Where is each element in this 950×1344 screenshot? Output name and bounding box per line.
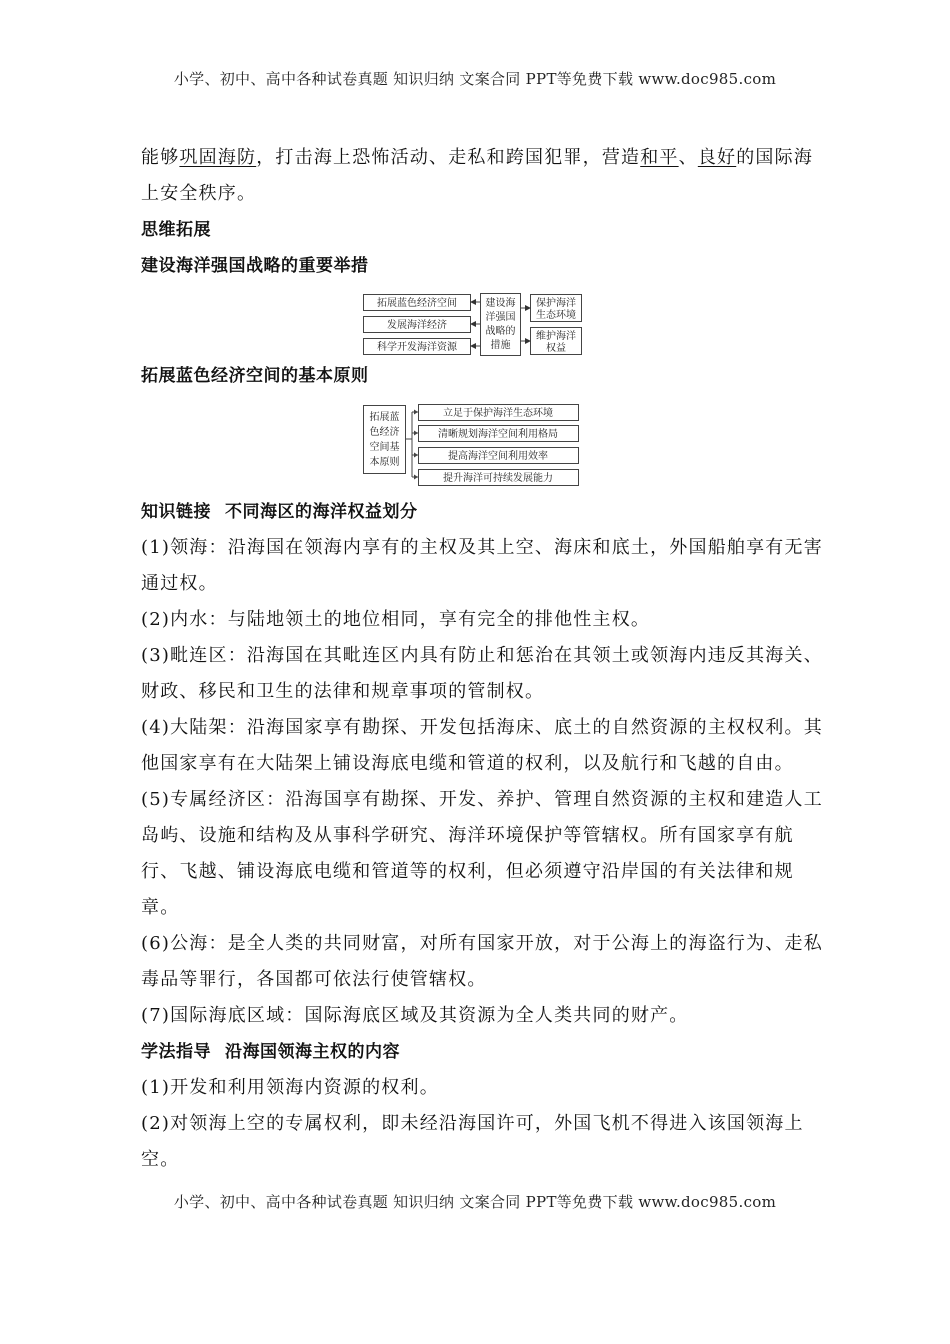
- knowledge-item: (1)领海：沿海国在领海内享有的主权及其上空、海床和底土，外国船舶享有无害通过权。: [141, 537, 823, 594]
- page-footer: 小学、初中、高中各种试卷真题 知识归纳 文案合同 PPT等免费下载 www.doc985.com: [173, 1193, 777, 1211]
- blue-economy-principles-diagram: [363, 404, 583, 488]
- knowledge-item: (6)公海：是全人类的共同财富，对所有国家开放，对于公海上的海盗行为、走私毒品等罪行，各国都可依法行使管辖权。: [141, 933, 823, 990]
- page-header: 小学、初中、高中各种试卷真题 知识归纳 文案合同 PPT等免费下载 www.doc985.com: [173, 70, 777, 88]
- right-item: 生态环境: [536, 310, 576, 321]
- knowledge-heading: 知识链接 不同海区的海洋权益划分: [141, 502, 418, 522]
- principle-item: 立足于保护海洋生态环境: [443, 408, 553, 419]
- strategy-measures-diagram: [363, 292, 583, 358]
- diagram2-title: 拓展蓝色经济空间的基本原则: [141, 366, 369, 386]
- knowledge-item: (7)国际海底区域：国际海底区域及其资源为全人类共同的财产。: [141, 1005, 689, 1026]
- left-label-line: 本原则: [369, 457, 400, 468]
- method-item: (2)对领海上空的专属权利，即未经沿海国许可，外国飞机不得进入该国领海上空。: [141, 1113, 804, 1170]
- left-label-line: 色经济: [369, 427, 400, 438]
- center-label-line: 建设海: [485, 298, 516, 309]
- underlined-term: 巩固海防: [179, 147, 257, 168]
- left-item: 发展海洋经济: [387, 320, 447, 331]
- diagram1-title: 建设海洋强国战略的重要举措: [141, 256, 369, 276]
- knowledge-item: (5)专属经济区：沿海国享有勘探、开发、养护、管理自然资源的主权和建造人工岛屿、设施和结构及从事科学研究、海洋环境保护等管辖权。所有国家享有航行、飞越、铺设海底电缆和管道等的权利，但必须遵守沿岸国的有关法律和规章。: [141, 789, 823, 918]
- intro-paragraph: 能够巩固海防，打击海上恐怖活动、走私和跨国犯罪，营造和平、良好的国际海上安全秩序。: [141, 147, 814, 204]
- principle-item: 提高海洋空间利用效率: [448, 451, 548, 462]
- left-item: 科学开发海洋资源: [377, 342, 457, 353]
- underlined-term: 和平: [640, 147, 679, 168]
- principle-item: 清晰规划海洋空间利用格局: [438, 429, 558, 440]
- principle-item: 提升海洋可持续发展能力: [443, 473, 553, 484]
- right-item: 权益: [546, 343, 566, 354]
- center-label-line: 措施: [490, 340, 511, 351]
- left-item: 拓展蓝色经济空间: [377, 298, 457, 309]
- right-item: 维护海洋: [536, 331, 576, 342]
- center-label-line: 洋强国: [485, 312, 516, 323]
- knowledge-item: (3)毗连区：沿海国在其毗连区内具有防止和惩治在其领土或领海内违反其海关、财政、移民和卫生的法律和规章事项的管制权。: [141, 645, 823, 702]
- underlined-term: 良好: [697, 147, 737, 168]
- left-label-line: 空间基: [369, 442, 400, 453]
- method-item: (1)开发和利用领海内资源的权利。: [141, 1077, 439, 1098]
- center-label-line: 战略的: [485, 326, 516, 337]
- page-content: [141, 140, 831, 1178]
- thinking-heading: 思维拓展: [141, 220, 211, 240]
- right-item: 保护海洋: [536, 298, 576, 309]
- method-heading: 学法指导 沿海国领海主权的内容: [141, 1042, 400, 1062]
- knowledge-item: (4)大陆架：沿海国家享有勘探、开发包括海床、底土的自然资源的主权权利。其他国家享有在大陆架上铺设海底电缆和管道的权利，以及航行和飞越的自由。: [141, 717, 823, 774]
- left-label-line: 拓展蓝: [369, 412, 400, 423]
- knowledge-item: (2)内水：与陆地领土的地位相同，享有完全的排他性主权。: [141, 609, 651, 630]
